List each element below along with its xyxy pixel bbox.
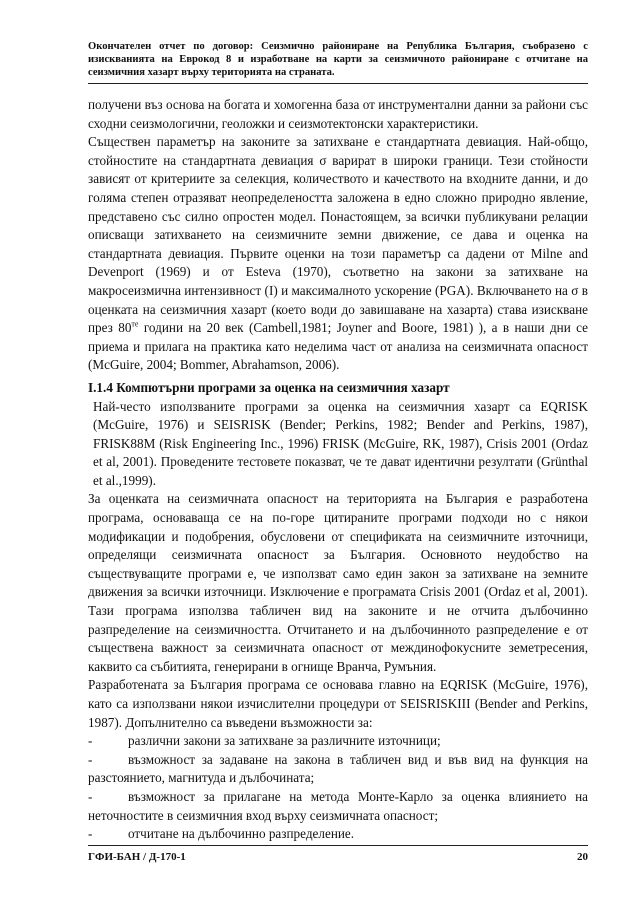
list-item-text: възможност за задаване на закона в табличен вид и във вид на функция на разстоянието, магнитуда и дълбочината; <box>88 751 588 786</box>
header-divider <box>88 83 588 84</box>
document-body <box>88 96 588 844</box>
footer-divider <box>88 845 588 846</box>
list-item-text: възможност за прилагане на метода Монте-Карло за оценка влиянието на неточностите в сеизмичния вход върху сеизмичната опасност; <box>88 788 588 823</box>
list-item-text: отчитане на дълбочинно разпределение. <box>128 826 355 842</box>
list-item <box>88 751 588 788</box>
paragraph-text: години на 20 век (Cambell,1981; Joyner and Boore, 1981) ), а в наши дни се приема и прилага на практика като неделима част от анализа на сеизмичната опасност (McGuire, 2004; Bommer, Abrahamson, 2006). <box>88 320 588 373</box>
list-item <box>88 788 588 825</box>
paragraph: Разработената за България програма се основава главно на EQRISK (McGuire, 1976), като са използвани някои изчислителни процедури от SEISRISKIII (Bender and Perkins, 1987). Допълнително са въведени възможности за: <box>88 677 588 730</box>
section-heading: І.1.4 Компютърни програми за оценка на сеизмичния хазарт <box>88 379 450 395</box>
page-number: 20 <box>577 851 588 863</box>
list-dash: - <box>88 751 93 767</box>
list-item <box>88 732 588 751</box>
paragraph: За оценката на сеизмичната опасност на територията на България е разработена програма, основаваща се на по-горе цитираните програми подходи но с някои модификации и подобрения, обусловени от спецификата на сеизмичните източници, определящи сеизмичната опасност за България. Основното неудобство на съществуващите програми е, че използват само един закон за затихване на земните движения за всички източници. Изключение е програмата Crisis 2001 (Ordaz et al, 2001). Тази програма използва табличен вид на законите и не отчита дълбочинно разпределение на сеизмичността. Отчитането и на дълбочинното разпределение е от съществена важност за сеизмичната опасност от междинофокусните земетресения, каквито са събитията, генерирани в огнище Вранча, Румъния. <box>88 491 588 674</box>
paragraph: Най-често използваните програми за оценка на сеизмичния хазарт са EQRISK (McGuire, 1976) и SEISRISK (Bender; Perkins, 1982; Bender and Perkins, 1987), FRISK88M (Risk Engineering Inc., 1996) FRISK (McGuire, RK, 1987), Crisis 2001 (Ordaz et al, 2001). Проведените тестовете показват, че те дават идентични резултати (Grünthal et al.,1999). <box>93 398 588 488</box>
list-dash: - <box>88 788 93 804</box>
report-code: ГФИ-БАН / Д-170-1 <box>88 851 186 863</box>
feature-list <box>88 732 588 844</box>
superscript: те <box>131 319 139 329</box>
running-header: Окончателен отчет по договор: Сеизмично райониране на Република България, съобразено с изискванията на Еврокод 8 и изработване на карти за сеизмичното райониране с отчитане на сеизмичния хазарт върху територията на страната. <box>88 41 588 78</box>
list-dash: - <box>88 826 93 842</box>
paragraph-text: Съществен параметър на законите за затихване е стандартната девиация. Най-общо, стойностите на стандартната девиация σ варират в широки граници. Тези стойности зависят от критериите за селекция, количеството и качеството на входните данни, и до голяма степен отразяват неопределеността заложена в едно сложно природно явление, представено със силно опростен модел. Понастоящем, за всички публикувани релации описващи затихването на сеизмичните земни движение, се дава и оценка на стандартната девиация. Първите оценки на този параметър са дадени от Milne and Devenport (1969) и от Esteva (1970), съответно на закони за затихване на макросеизмична интензивност (I) и максималното ускорение (PGA). Включването на σ в оценката на сеизмичния хазарт (което води до завишаване на хазарта) става изискване през 80 <box>88 134 588 336</box>
list-item-text: различни закони за затихване за различните източници; <box>128 733 441 749</box>
paragraph <box>88 133 588 375</box>
paragraph: получени въз основа на богата и хомогенна база от инструментални данни за райони със сходни сеизмологични, геоложки и сеизмотектонски характеристики. <box>88 97 588 131</box>
list-dash: - <box>88 733 93 749</box>
list-item <box>88 825 588 844</box>
